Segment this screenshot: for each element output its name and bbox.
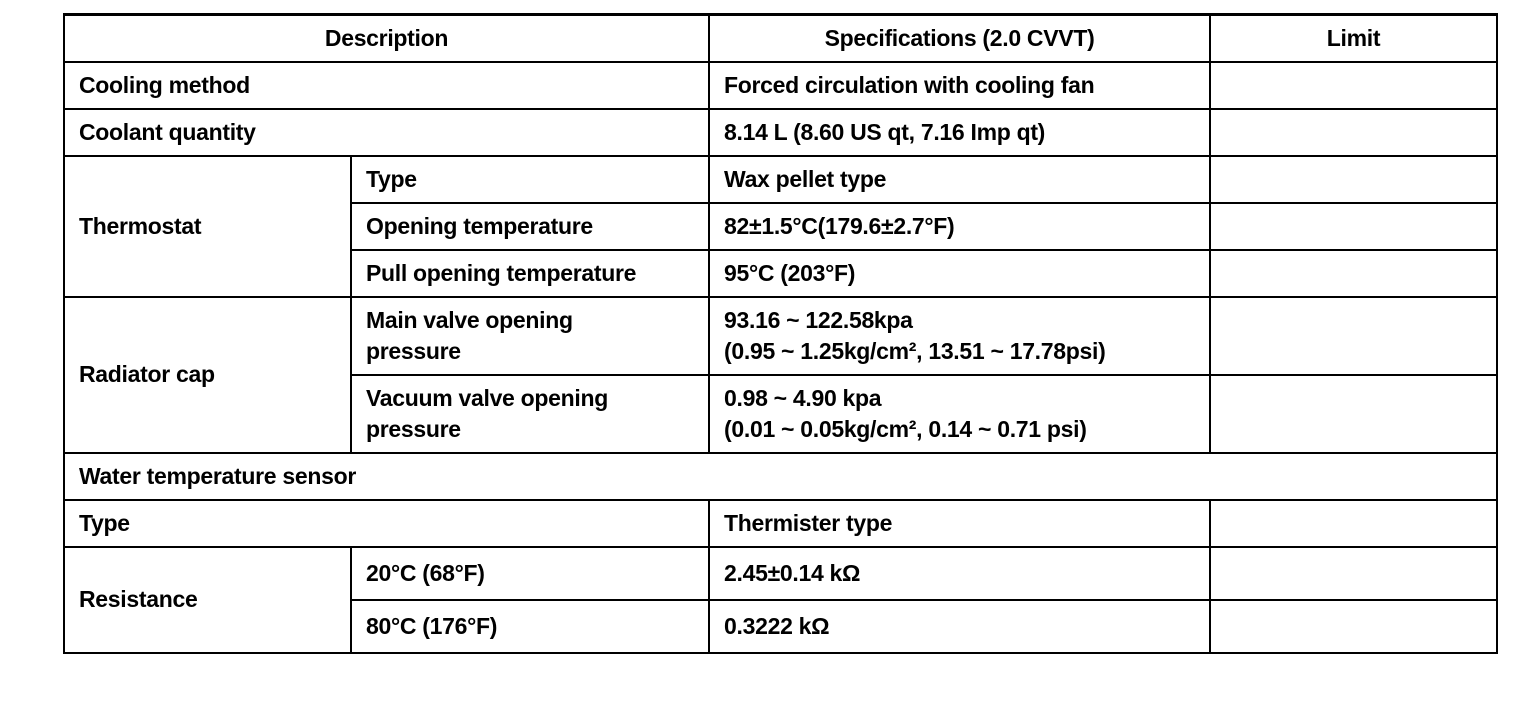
thermostat-full-opening-limit [1210, 250, 1497, 297]
sensor-type-label: Type [64, 500, 709, 547]
table-row-thermostat-type [64, 156, 1497, 203]
header-limit: Limit [1210, 15, 1497, 62]
vacuum-valve-spec-line2: (0.01 ~ 0.05kg/cm², 0.14 ~ 0.71 psi) [724, 415, 1087, 442]
table-row-cooling-method [64, 62, 1497, 109]
header-specifications: Specifications (2.0 CVVT) [709, 15, 1210, 62]
thermostat-opening-spec: 82±1.5°C(179.6±2.7°F) [709, 203, 1210, 250]
vacuum-valve-label [351, 375, 709, 453]
thermostat-full-opening-label: Pull opening temperature [351, 250, 709, 297]
thermostat-label: Thermostat [64, 156, 351, 297]
resistance-label: Resistance [64, 547, 351, 653]
thermostat-full-opening-spec: 95°C (203°F) [709, 250, 1210, 297]
resistance-80c-spec: 0.3222 kΩ [709, 600, 1210, 653]
vacuum-valve-limit [1210, 375, 1497, 453]
water-temp-sensor-heading: Water temperature sensor [64, 453, 1497, 500]
cooling-method-spec: Forced circulation with cooling fan [709, 62, 1210, 109]
main-valve-label [351, 297, 709, 375]
thermostat-type-spec: Wax pellet type [709, 156, 1210, 203]
resistance-20c-limit [1210, 547, 1497, 600]
resistance-80c-label: 80°C (176°F) [351, 600, 709, 653]
sensor-type-spec: Thermister type [709, 500, 1210, 547]
resistance-80c-limit [1210, 600, 1497, 653]
cooling-method-limit [1210, 62, 1497, 109]
resistance-20c-spec: 2.45±0.14 kΩ [709, 547, 1210, 600]
vacuum-valve-label-line1: Vacuum valve opening [366, 384, 608, 411]
coolant-quantity-label: Coolant quantity [64, 109, 709, 156]
main-valve-spec-line2: (0.95 ~ 1.25kg/cm², 13.51 ~ 17.78psi) [724, 337, 1106, 364]
main-valve-label-line1: Main valve opening [366, 306, 573, 333]
header-description: Description [64, 15, 709, 62]
main-valve-spec-line1: 93.16 ~ 122.58kpa [724, 306, 913, 333]
coolant-quantity-spec: 8.14 L (8.60 US qt, 7.16 Imp qt) [709, 109, 1210, 156]
coolant-quantity-limit [1210, 109, 1497, 156]
table-row-resistance-20c [64, 547, 1497, 600]
specifications-table [63, 13, 1498, 654]
table-row-water-temp-sensor [64, 453, 1497, 500]
main-valve-limit [1210, 297, 1497, 375]
cooling-method-label: Cooling method [64, 62, 709, 109]
thermostat-opening-limit [1210, 203, 1497, 250]
header-row [64, 15, 1497, 62]
main-valve-spec [709, 297, 1210, 375]
thermostat-opening-label: Opening temperature [351, 203, 709, 250]
resistance-20c-label: 20°C (68°F) [351, 547, 709, 600]
vacuum-valve-spec-line1: 0.98 ~ 4.90 kpa [724, 384, 882, 411]
table-row-coolant-quantity [64, 109, 1497, 156]
sensor-type-limit [1210, 500, 1497, 547]
thermostat-type-limit [1210, 156, 1497, 203]
vacuum-valve-spec [709, 375, 1210, 453]
main-valve-label-line2: pressure [366, 337, 461, 364]
vacuum-valve-label-line2: pressure [366, 415, 461, 442]
radiator-cap-label: Radiator cap [64, 297, 351, 453]
table-row-radiator-main-valve [64, 297, 1497, 375]
table-row-sensor-type [64, 500, 1497, 547]
thermostat-type-label: Type [351, 156, 709, 203]
